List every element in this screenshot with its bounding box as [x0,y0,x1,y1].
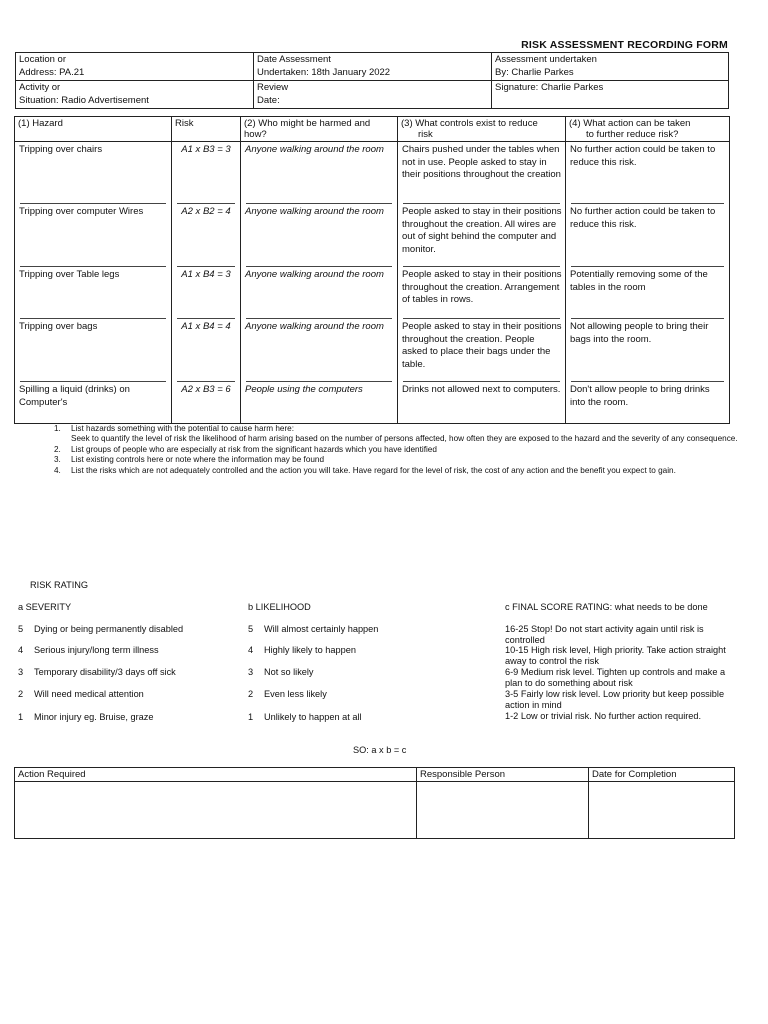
severity-text: Minor injury eg. Bruise, graze [34,712,154,722]
hazard-cell: Tripping over computer Wires [15,204,171,267]
list-item: 6-9 Medium risk level. Tighten up controls and make a plan to do something about risk [505,667,726,688]
note-number: 4. [54,465,61,475]
header-who-line1: (2) Who might be harmed and [244,118,371,129]
assessor-value: By: Charlie Parkes [495,66,574,78]
action-cell: No further action could be taken to reduce this risk. [566,142,729,204]
likelihood-title: b LIKELIHOOD [248,602,311,612]
list-item [52,455,742,465]
review-cell [254,81,492,109]
activity-label: Activity or [19,82,61,93]
who-cell: Anyone walking around the room [241,319,397,382]
severity-title: a SEVERITY [18,602,72,612]
severity-text: Serious injury/long term illness [34,645,159,655]
action-cell: Don't allow people to bring drinks into the room. [570,384,710,408]
likelihood-number: 4 [248,645,254,655]
hazard-cell: Tripping over chairs [15,142,171,204]
risk-cell: A2 x B2 = 4 [172,204,240,267]
list-item: 1-2 Low or trivial risk. No further action required. [505,711,702,721]
header-date-completion: Date for Completion [589,768,735,782]
table-row [15,204,730,267]
signature-cell [492,81,729,109]
note-number: 2. [54,444,61,454]
review-value: Date: [257,94,280,106]
note-text: List existing controls here or note where the information may be found [71,455,325,465]
note-text: List the risks which are not adequately controlled and the action you will take. Have regard for the level of risk, the cost of any action and the benefit you expect to gain. [71,465,676,475]
list-item [52,424,742,445]
date-label: Date Assessment [257,54,331,65]
likelihood-number: 5 [248,624,254,634]
header-responsible-person: Responsible Person [417,768,589,782]
likelihood-list [248,624,488,736]
action-cell: Potentially removing some of the tables in the room [566,267,729,319]
review-label: Review [257,82,289,93]
risk-cell: A2 x B3 = 6 [181,384,231,395]
controls-cell: Drinks not allowed next to computers. [402,384,561,395]
likelihood-number: 3 [248,667,254,677]
controls-cell: People asked to stay in their positions throughout the creation. People asked to place their bags under the table. [398,319,565,382]
severity-text: Dying or being permanently disabled [34,624,184,634]
controls-cell: People asked to stay in their positions throughout the creation. Arrangement of tables in rows. [398,267,565,319]
risk-cell: A1 x B3 = 3 [172,142,240,204]
header-controls-line1: (3) What controls exist to reduce [401,118,538,129]
severity-number: 3 [18,667,24,677]
who-cell: Anyone walking around the room [241,204,397,267]
signature-value: Signature: Charlie Parkes [495,82,604,93]
risk-cell: A1 x B4 = 4 [172,319,240,382]
table-row [15,142,730,205]
table-row [15,267,730,319]
header-controls-line2: risk [418,129,433,140]
location-cell [16,53,254,81]
note-text-detail: Seek to quantify the level of risk the likelihood of harm arising based on the number of persons affected, how often they are exposed to the hazard and the severity of any consequence. [71,434,738,444]
risk-rating-title: RISK RATING [30,580,89,590]
hazard-cell: Spilling a liquid (drinks) on Computer's [19,384,130,408]
activity-value: Situation: Radio Advertisement [19,94,149,106]
action-table [14,767,735,839]
likelihood-text: Highly likely to happen [264,645,356,655]
hazard-table-header [15,117,730,142]
note-text: List groups of people who are especially at risk from the significant hazards which you have identified [71,444,437,454]
rating-formula: SO: a x b = c [353,745,407,755]
notes-list [52,424,742,476]
list-item: 10-15 High risk level, High priority. Take action straight away to control the risk [505,645,726,666]
header-risk: Risk [172,117,241,142]
likelihood-text: Will almost certainly happen [264,624,379,634]
action-cell: Not allowing people to bring their bags into the room. [566,319,729,382]
table-row [15,319,730,382]
who-cell: Anyone walking around the room [241,267,397,319]
header-action-line1: (4) What action can be taken [569,118,691,129]
severity-number: 4 [18,645,24,655]
who-cell: People using the computers [245,384,363,395]
location-label: Location or [19,54,67,65]
severity-text: Temporary disability/3 days off sick [34,667,176,677]
date-cell [254,53,492,81]
controls-cell: People asked to stay in their positions throughout the creation. All wires are out of sight behind the computer and monitor. [398,204,565,267]
final-score-title: c FINAL SCORE RATING: what needs to be done [505,602,708,612]
hazard-table [14,116,730,424]
action-cell: No further action could be taken to reduce this risk. [566,204,729,267]
header-action [566,117,730,142]
table-row [15,382,730,424]
date-value: Undertaken: 18th January 2022 [257,66,391,78]
note-number: 3. [54,455,61,465]
list-item [52,466,742,476]
note-text: List hazards something with the potential to cause harm here: [71,424,295,433]
header-controls [398,117,566,142]
list-item: 3-5 Fairly low risk level. Low priority but keep possible action in mind [505,689,725,710]
list-item [52,445,742,455]
table-row [15,782,735,839]
header-action-line2: to further reduce risk? [586,129,679,140]
likelihood-number: 1 [248,712,254,722]
responsible-person-field[interactable] [417,782,589,839]
action-required-field[interactable] [15,782,417,839]
header-who-line2: how? [244,129,267,140]
severity-number: 5 [18,624,24,634]
risk-cell: A1 x B4 = 3 [172,267,240,319]
date-completion-field[interactable] [589,782,735,839]
severity-list [18,624,238,736]
likelihood-text: Not so likely [264,667,314,677]
assessor-label: Assessment undertaken [495,54,597,65]
header-action-required: Action Required [15,768,417,782]
action-table-header [15,768,735,782]
hazard-cell: Tripping over Table legs [15,267,171,319]
form-title: RISK ASSESSMENT RECORDING FORM [521,39,728,51]
likelihood-text: Unlikely to happen at all [264,712,362,722]
likelihood-number: 2 [248,689,254,699]
note-number: 1. [54,424,61,433]
severity-text: Will need medical attention [34,689,144,699]
activity-cell [16,81,254,109]
list-item: 16-25 Stop! Do not start activity again until risk is controlled [505,624,704,645]
controls-cell: Chairs pushed under the tables when not in use. People asked to stay in their positions throughout the creation [398,142,565,204]
likelihood-text: Even less likely [264,689,327,699]
assessment-info-table [15,52,729,109]
location-value: Address: PA.21 [19,66,85,78]
hazard-cell: Tripping over bags [15,319,171,382]
header-hazard: (1) Hazard [15,117,172,142]
assessor-cell [492,53,729,81]
header-who [241,117,398,142]
who-cell: Anyone walking around the room [241,142,397,204]
severity-number: 2 [18,689,24,699]
severity-number: 1 [18,712,24,722]
